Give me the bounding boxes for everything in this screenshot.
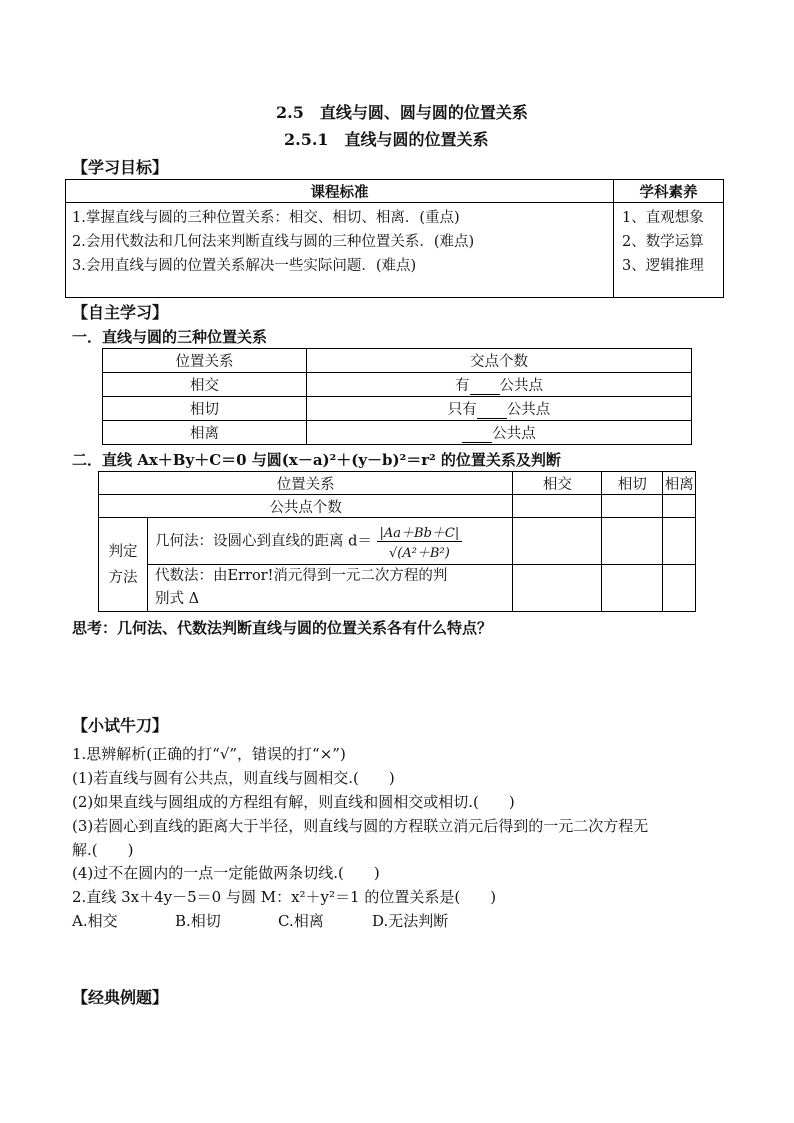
cell[interactable] bbox=[513, 565, 602, 612]
distance-formula: $\frac{|Aa+Bb+C|}{\text{√(A²＋B²)}}$ bbox=[377, 522, 463, 561]
practice-line-4: (3)若圆心到直线的距离大于半径，则直线与圆的方程联立消元后得到的一元二次方程无 bbox=[72, 817, 649, 835]
cell[interactable] bbox=[513, 495, 602, 518]
literacy-1: 1、直观想象 bbox=[622, 210, 704, 226]
cell[interactable] bbox=[602, 565, 663, 612]
cell[interactable] bbox=[602, 495, 663, 518]
practice-line-1: 1.思辨解析(正确的打“√”，错误的打“×”) bbox=[72, 745, 346, 763]
cell[interactable] bbox=[513, 518, 602, 565]
goals-heading: 【学习目标】 bbox=[72, 158, 169, 177]
self-study-heading: 【自主学习】 bbox=[72, 303, 169, 322]
relation-tangent-count: 只有 公共点 bbox=[307, 397, 692, 421]
examples-heading: 【经典例题】 bbox=[72, 988, 169, 1007]
part1-title: 一．直线与圆的三种位置关系 bbox=[72, 328, 268, 346]
algebraic-text-1: 代数法：由Error!消元得到一元二次方程的判 bbox=[155, 568, 448, 584]
judge-col-tangent: 相切 bbox=[602, 472, 663, 495]
page-title: 2.5 直线与圆、圆与圆的位置关系 bbox=[276, 103, 528, 122]
goal-standard-2: 2.会用代数法和几何法来判断直线与圆的三种位置关系．(难点) bbox=[72, 234, 475, 250]
relation-col-count: 交点个数 bbox=[307, 349, 692, 373]
cell[interactable] bbox=[663, 565, 696, 612]
option-c: C.相离 bbox=[278, 912, 324, 930]
judge-col-separate: 相离 bbox=[663, 472, 696, 495]
page-subtitle: 2.5.1 直线与圆的位置关系 bbox=[284, 130, 489, 149]
option-b: B.相切 bbox=[175, 912, 221, 930]
relation-separate-count: 公共点 bbox=[307, 421, 692, 445]
practice-line-5: 解.( ) bbox=[72, 841, 134, 859]
literacy-2: 2、数学运算 bbox=[622, 234, 704, 250]
cell[interactable] bbox=[663, 495, 696, 518]
relation-separate: 相离 bbox=[103, 421, 307, 445]
practice-heading: 【小试牛刀】 bbox=[72, 716, 169, 735]
relation-tangent: 相切 bbox=[103, 397, 307, 421]
method-label-cell bbox=[99, 518, 148, 612]
cell[interactable] bbox=[663, 518, 696, 565]
answer-blank[interactable] bbox=[462, 428, 492, 443]
practice-line-6: (4)过不在圆内的一点一定能做两条切线.( ) bbox=[72, 864, 380, 882]
judge-col-intersect: 相交 bbox=[513, 472, 602, 495]
goal-standard-3: 3.会用直线与圆的位置关系解决一些实际问题．(难点) bbox=[72, 258, 417, 274]
method-label: 判定方法 bbox=[108, 543, 138, 586]
answer-blank[interactable] bbox=[470, 380, 500, 395]
option-d: D.无法判断 bbox=[372, 912, 449, 930]
algebraic-text-2: 别式 Δ bbox=[155, 591, 200, 607]
practice-line-2: (1)若直线与圆有公共点，则直线与圆相交.( ) bbox=[72, 769, 395, 787]
goals-table bbox=[65, 179, 724, 298]
relation-table bbox=[102, 348, 692, 445]
geometric-method bbox=[148, 518, 513, 565]
part2-title: 二．直线 Ax＋By＋C＝0 与圆(x－a)²＋(y－b)²＝r² 的位置关系及判断 bbox=[72, 451, 561, 469]
goals-col-standards: 课程标准 bbox=[66, 180, 614, 203]
think-question: 思考：几何法、代数法判断直线与圆的位置关系各有什么特点？ bbox=[72, 619, 493, 637]
judgement-table bbox=[98, 471, 696, 612]
literacy-3: 3、逻辑推理 bbox=[622, 258, 704, 274]
practice-line-7: 2.直线 3x＋4y－5＝0 与圆 M：x²＋y²＝1 的位置关系是( ) bbox=[72, 888, 497, 906]
option-a: A.相交 bbox=[72, 912, 118, 930]
goal-standard-1: 1.掌握直线与圆的三种位置关系：相交、相切、相离．(重点) bbox=[72, 210, 460, 226]
practice-line-3: (2)如果直线与圆组成的方程组有解，则直线和圆相交或相切.( ) bbox=[72, 793, 515, 811]
relation-col-type: 位置关系 bbox=[103, 349, 307, 373]
answer-blank[interactable] bbox=[477, 404, 507, 419]
geometric-text: 几何法：设圆心到直线的距离 d＝ bbox=[155, 533, 372, 549]
algebraic-method bbox=[148, 565, 513, 612]
relation-intersect: 相交 bbox=[103, 373, 307, 397]
relation-intersect-count: 有 公共点 bbox=[307, 373, 692, 397]
judge-col-type: 位置关系 bbox=[99, 472, 513, 495]
common-point-count: 公共点个数 bbox=[99, 495, 513, 518]
goals-col-literacy: 学科素养 bbox=[614, 180, 724, 203]
cell[interactable] bbox=[602, 518, 663, 565]
